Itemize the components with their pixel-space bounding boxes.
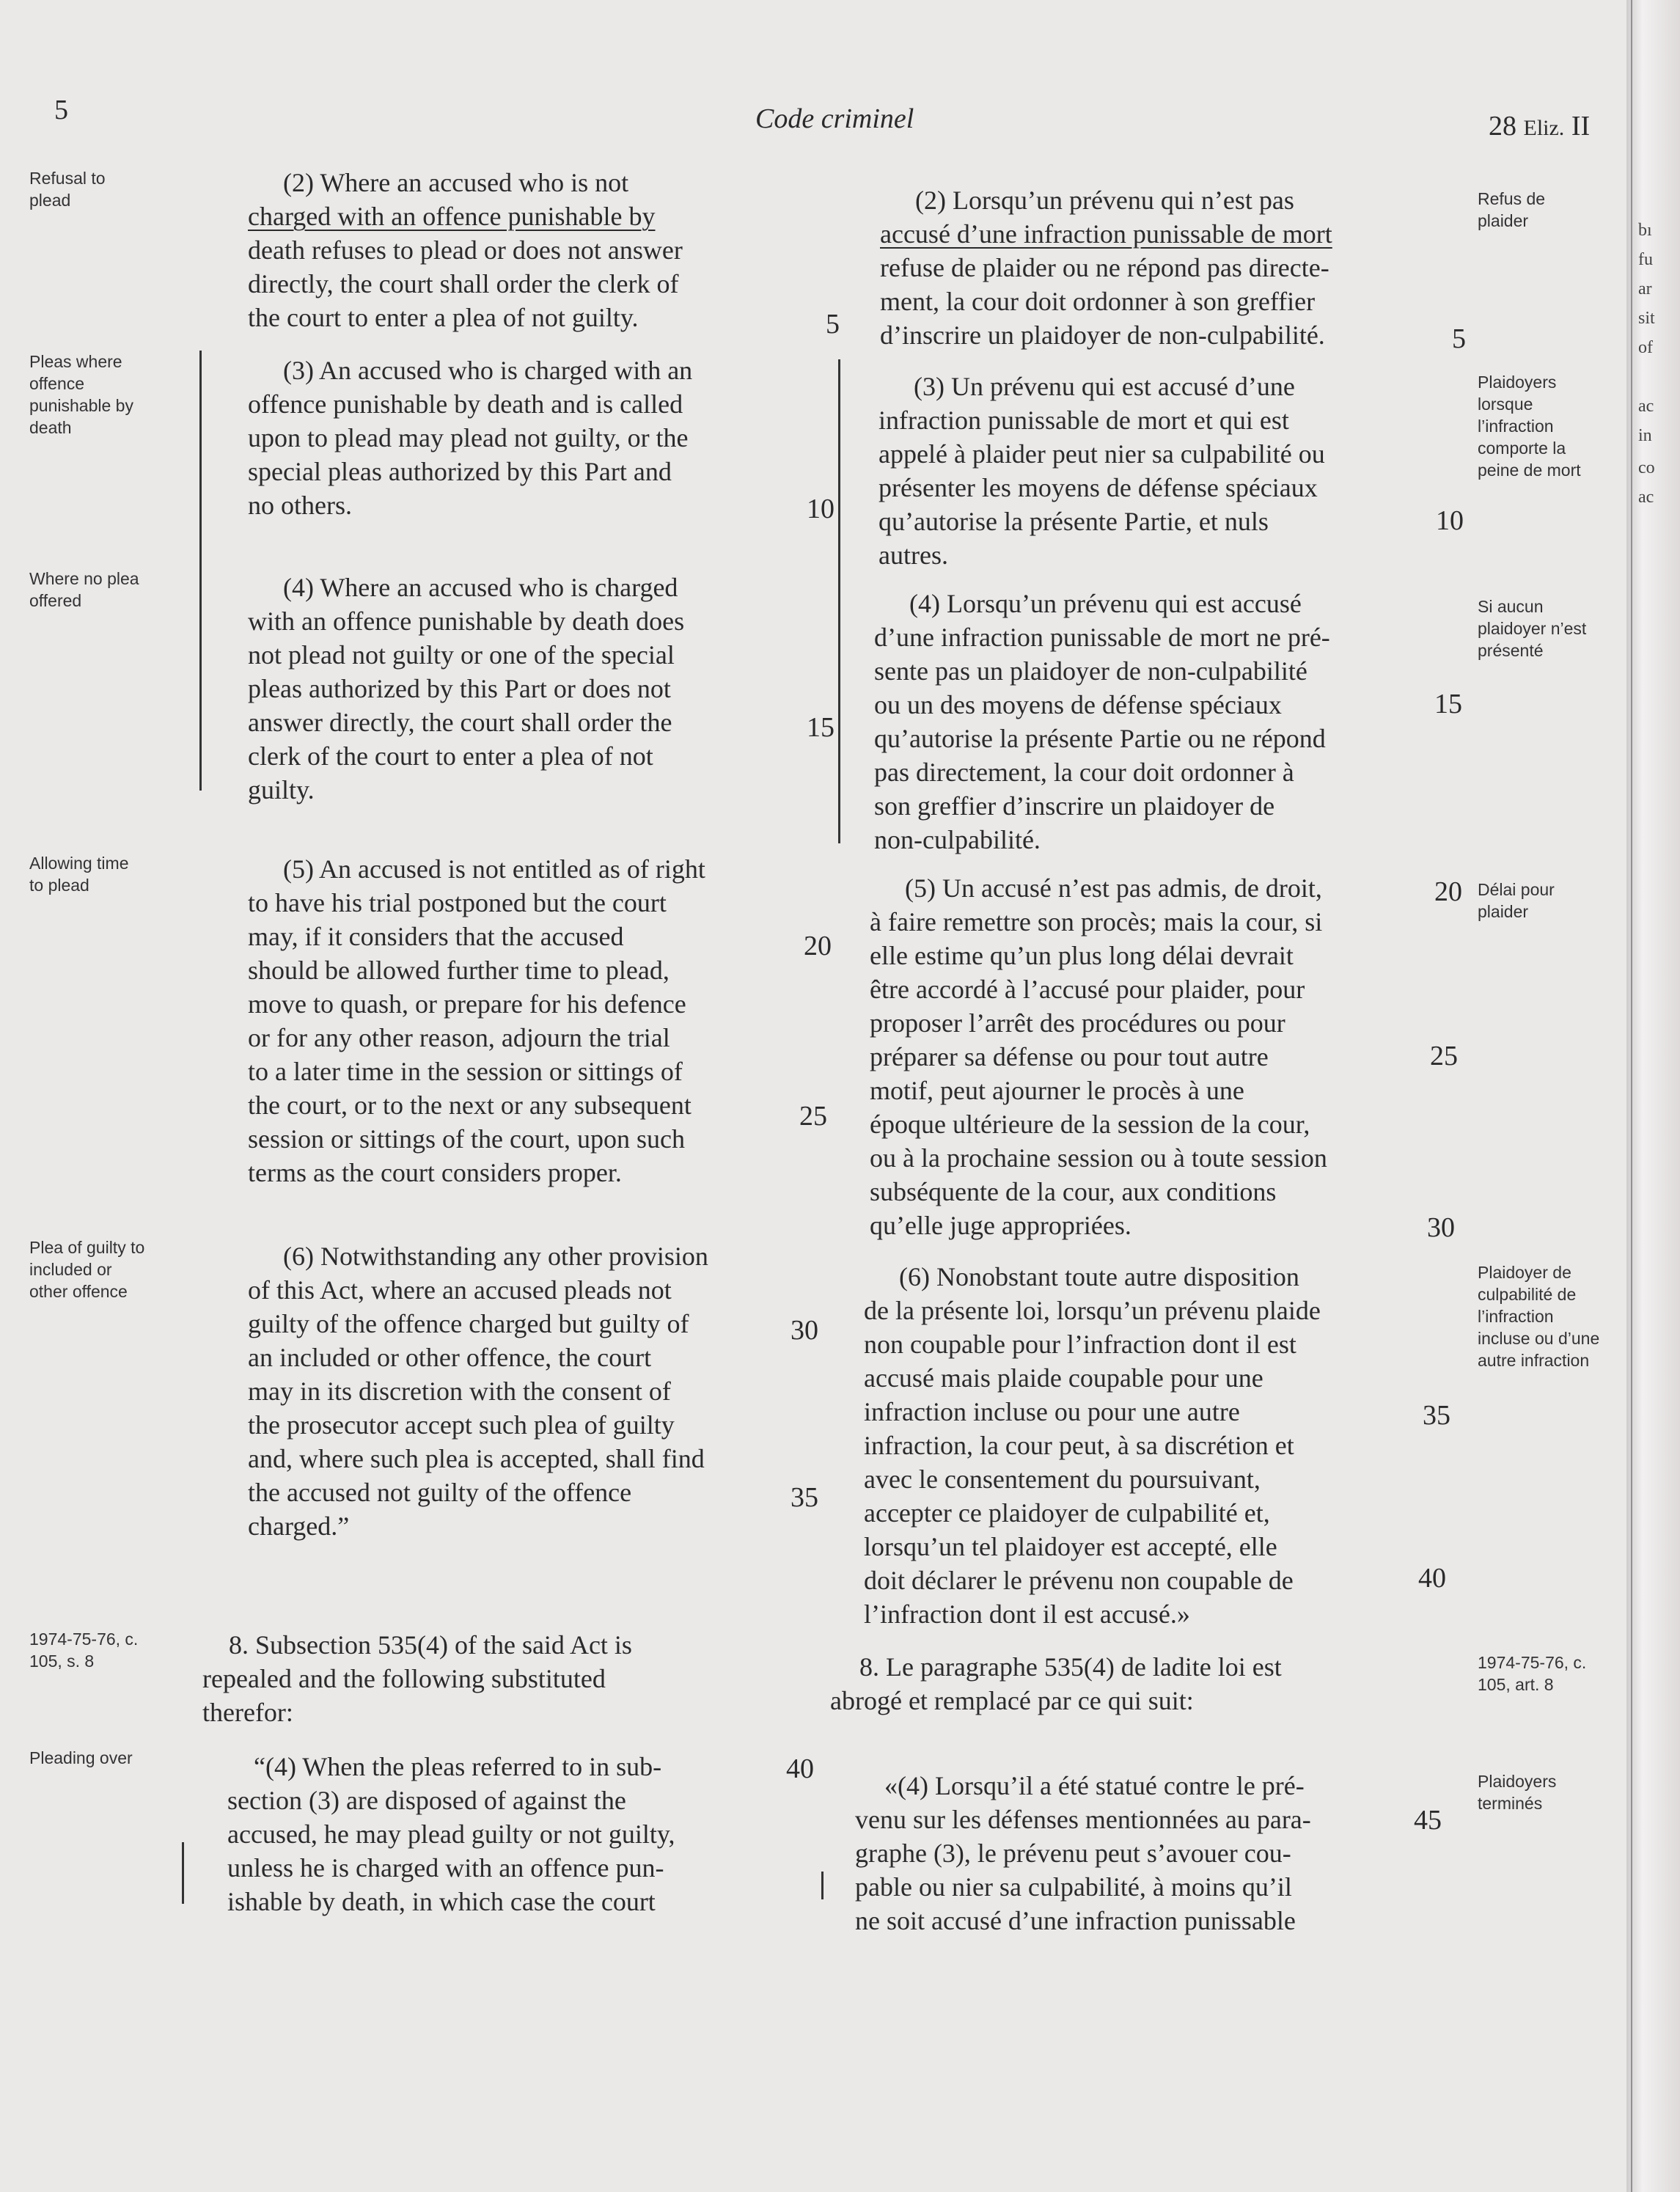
margin-note-pleas-death: Pleas where offence punishable by death [29, 352, 133, 437]
french-subsection-5: (5) Un accusé n’est pas admis, de droit, à faire remettre son procès; mais la cour, si elle estime qu’un plus long délai devrait être accordé à l’accusé pour plaider, pour proposer l’arrêt des procédures ou pour préparer sa défense ou pour tout autre motif, peut ajourner le procès à une époque ultérieure de la session de la cour, ou à la prochaine session ou à toute session subséquente de la cour, aux conditions qu’elle juge appropriées. [870, 873, 1327, 1240]
line-number: 10 [1436, 505, 1464, 536]
margin-note-plaidoyers-mort: Plaidoyers lorsque l’infraction comporte la peine de mort [1478, 373, 1581, 480]
line-number: 40 [786, 1753, 814, 1784]
adjacent-fragment: co [1638, 458, 1655, 477]
running-title: Code criminel [755, 103, 914, 134]
french-subsection-4: (4) Lorsqu’un prévenu qui est accusé d’une infraction punissable de mort ne pré- sente pas un plaidoyer de non-culpabilité ou un des moyens de défense spéciaux qu’autorise la présente Partie ou ne répond pas directement, la cour doit ordonner à son greffier d’inscrire un plaidoyer de non-culpabilité. [874, 589, 1330, 854]
english-subsection-3: (3) An accused who is charged with an offence punishable by death and is called upon to plead may plead not guilty, or the special pleas authorized by this Part and no others. [248, 356, 693, 520]
adjacent-fragment: bı [1638, 221, 1652, 240]
margin-note-si-aucun: Si aucun plaidoyer n’est présenté [1478, 597, 1587, 660]
revision-bar-center-bottom [821, 1872, 824, 1899]
revision-bar-left-bottom [182, 1842, 184, 1904]
margin-note-plaidoyer-culpabilite: Plaidoyer de culpabilité de l’infraction incluse ou d’une autre infraction [1478, 1263, 1600, 1370]
adjacent-fragment: of [1638, 338, 1653, 357]
adjacent-fragment: ac [1638, 397, 1654, 416]
line-number: 20 [1434, 876, 1462, 907]
revision-bar-left [199, 351, 202, 791]
french-subsection-2: (2) Lorsqu’un prévenu qui n’est pas accusé d’une infraction punissable de mort refuse de plaider ou ne répond pas directe- ment, la cour doit ordonner à son greffier d’inscrire un plaidoyer de non-culpabilité. [880, 186, 1332, 350]
english-new-subsection-4: “(4) When the pleas referred to in sub- section (3) are disposed of against the accused, he may plead guilty or not guilty, unless he is charged with an offence pun- ishable by death, in which case the court [227, 1752, 675, 1916]
line-number: 25 [799, 1101, 827, 1132]
regnal-year: 28 Eliz. II [1489, 111, 1591, 142]
margin-note-statute-ref-fr: 1974-75-76, c. 105, art. 8 [1478, 1653, 1587, 1694]
line-number: 15 [1434, 689, 1462, 719]
line-number: 5 [826, 309, 840, 340]
adjacent-fragment: sit [1638, 309, 1655, 328]
margin-note-refusal-to-plead: Refusal to plead [29, 169, 106, 210]
line-number: 45 [1414, 1805, 1442, 1836]
binding-edge [1631, 0, 1632, 2192]
line-number: 30 [1427, 1212, 1455, 1243]
english-subsection-5: (5) An accused is not entitled as of right to have his trial postponed but the court may, if it considers that the accused should be allowed further time to plead, move to quash, or prepare for his defence or for any other reason, adjourn the trial to a later time in the session or sittings of the court, or to the next or any subsequent session or sittings of the court, upon such terms as the court considers proper. [248, 854, 705, 1187]
margin-note-statute-ref: 1974-75-76, c. 105, s. 8 [29, 1630, 139, 1671]
line-number: 35 [1423, 1400, 1450, 1431]
margin-note-pleading-over: Pleading over [29, 1748, 133, 1767]
revision-bar-center [838, 359, 840, 843]
adjacent-fragment: ar [1638, 279, 1652, 298]
line-number: 5 [1452, 323, 1466, 354]
adjacent-fragment: ac [1638, 488, 1654, 507]
french-subsection-3: (3) Un prévenu qui est accusé d’une infraction punissable de mort et qui est appelé à plaider peut nier sa culpabilité ou présenter les moyens de défense spéciaux qu’autorise la présente Partie, et nuls autres. [878, 372, 1325, 570]
english-subsection-6: (6) Notwithstanding any other provision of this Act, where an accused pleads not guilty of the offence charged but guilty of an included or other offence, the court may in its discretion with the consent of the prosecutor accept such plea of guilty and, where such plea is accepted, shall find the accused not guilty of the offence charged.” [248, 1242, 708, 1541]
margin-note-plaidoyers-termines: Plaidoyers terminés [1478, 1772, 1557, 1813]
line-number: 15 [807, 712, 835, 743]
line-number: 40 [1418, 1563, 1446, 1594]
adjacent-fragment: in [1638, 426, 1652, 445]
line-number: 25 [1430, 1041, 1458, 1071]
line-number: 20 [804, 931, 832, 961]
margin-note-delai: Délai pour plaider [1478, 880, 1555, 921]
adjacent-page-edge [1626, 0, 1680, 2192]
line-number: 10 [807, 494, 835, 524]
adjacent-fragment: fu [1638, 250, 1653, 269]
margin-note-refus-de-plaider: Refus de plaider [1478, 189, 1546, 230]
english-subsection-4: (4) Where an accused who is charged with an offence punishable by death does not plead not guilty or one of the special pleas authorized by this Part or does not answer directly, the court shall order the clerk of the court to enter a plea of not guilty. [248, 573, 685, 804]
line-number: 30 [791, 1315, 818, 1346]
english-subsection-2: (2) Where an accused who is not charged with an offence punishable by death refuses to plead or does not answer directly, the court shall order the clerk of the court to enter a plea of not guilty. [248, 168, 683, 332]
margin-note-plea-of-guilty: Plea of guilty to included or other offence [29, 1238, 145, 1301]
english-section-8: 8. Subsection 535(4) of the said Act is repealed and the following substituted therefor: [202, 1630, 632, 1727]
page-number: 5 [54, 95, 68, 125]
french-section-8: 8. Le paragraphe 535(4) de ladite loi est abrogé et remplacé par ce qui suit: [830, 1652, 1282, 1715]
line-number: 35 [791, 1482, 818, 1513]
margin-note-no-plea: Where no plea offered [29, 569, 139, 610]
french-new-subsection-4: «(4) Lorsqu’il a été statué contre le pré- venu sur les défenses mentionnées au para- graphe (3), le prévenu peut s’avouer cou- pable ou nier sa culpabilité, à moins qu’il ne soit accusé d’une infraction punissable [855, 1771, 1311, 1935]
margin-note-allowing-time: Allowing time to plead [29, 854, 129, 895]
french-subsection-6: (6) Nonobstant toute autre disposition de la présente loi, lorsqu’un prévenu plaide non coupable pour l’infraction dont il est accusé mais plaide coupable pour une infraction incluse ou pour une autre infraction, la cour peut, à sa discrétion et avec le consentement du poursuivant, accepter ce plaidoyer de culpabilité et, lorsqu’un tel plaidoyer est accepté, elle doit déclarer le prévenu non coupable de l’infraction dont il est accusé.» [864, 1262, 1321, 1629]
